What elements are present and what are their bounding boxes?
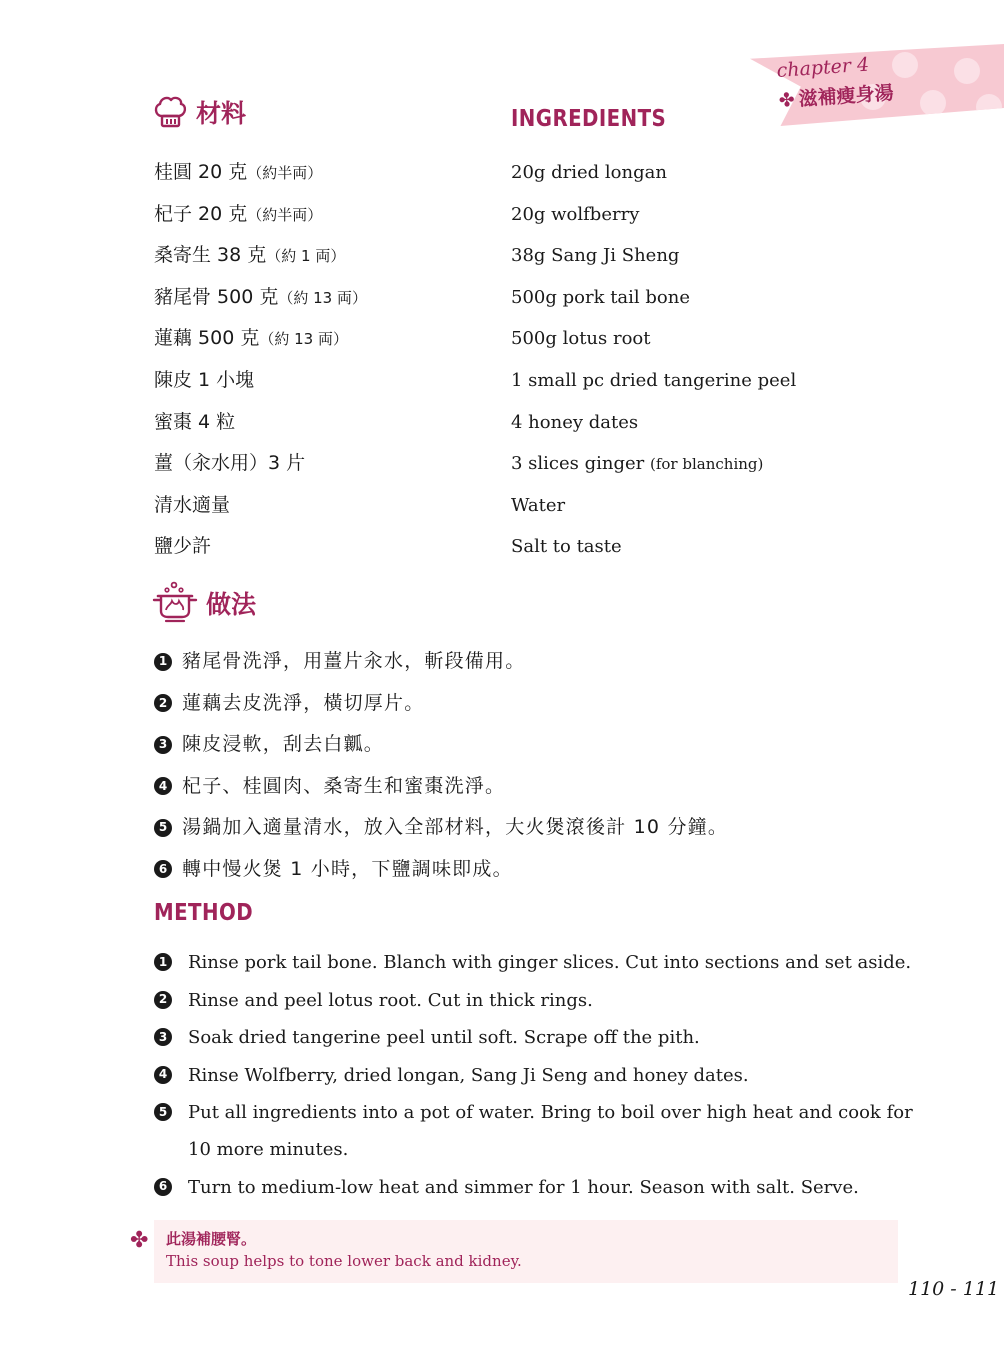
method-heading-zh [152,580,256,626]
step-text: 陳皮浸軟，刮去白瓤。 [182,733,385,755]
step-text: Soak dried tangerine peel until soft. Scrape off the pith. [188,1027,700,1048]
step-text: Rinse Wolfberry, dried longan, Sang Ji Seng and honey dates. [188,1064,749,1086]
ingredient-name: 蓮藕 500 克 [154,327,260,350]
step-number-icon: 2 [154,694,172,712]
list-item [511,194,796,236]
step-item [154,1019,914,1056]
list-item [154,360,367,402]
ingredient-name: 清水適量 [154,493,231,516]
ingredient-name: Water [511,494,566,516]
list-item [154,194,367,236]
step-item [154,1057,914,1094]
list-item [511,485,796,527]
clover-icon: ✤ [130,1228,149,1253]
list-item [154,526,367,568]
list-item [511,526,796,568]
step-item [154,1094,914,1168]
list-item [511,318,796,360]
ingredient-name: 陳皮 1 小塊 [154,368,255,391]
list-item [154,152,367,194]
ingredient-note: （約半両） [247,205,323,224]
cooking-pot-icon [152,580,198,626]
step-number-icon: 3 [154,736,172,754]
step-item [154,982,914,1019]
ingredient-name: 杞子 20 克 [154,202,248,225]
step-item [154,641,728,683]
ingredients-heading-zh [152,94,246,130]
method-steps-zh [154,641,728,890]
step-text: Put all ingredients into a pot of water. Bring to boil over high heat and cook for 10 more minutes. [188,1102,913,1160]
step-text: 轉中慢火煲 1 小時，下鹽調味即成。 [182,857,513,880]
step-number-icon: 5 [154,819,172,837]
ingredient-name: 薑（汆水用）3 片 [154,452,306,475]
ingredient-name: 豬尾骨 500 克 [154,285,279,308]
chapter-title-text: 滋補瘦身湯 [797,81,895,111]
list-item [511,360,796,402]
step-number-icon: 1 [154,953,172,971]
step-text: 豬尾骨洗淨，用薑片汆水，斬段備用。 [182,650,526,672]
method-heading-zh-text: 做法 [206,590,257,619]
list-item [511,443,796,485]
method-heading-en: METHOD [154,900,254,926]
list-item [154,402,367,444]
step-text: 杞子、桂圓肉、桑寄生和蜜棗洗淨。 [182,774,506,797]
chapter-label: chapter 4 [776,53,870,82]
ingredient-note: （約 13 両） [259,330,348,349]
step-number-icon: 6 [154,1178,172,1196]
tip-text-zh: 此湯補腰腎。 [166,1230,257,1248]
ingredient-name: 1 small pc dried tangerine peel [511,369,797,391]
step-text: 湯鍋加入適量清水，放入全部材料，大火煲滾後計 10 分鐘。 [182,816,729,838]
list-item [154,235,367,277]
ingredient-name: 4 honey dates [511,411,639,433]
list-item [511,277,796,319]
ingredient-name: 蜜棗 4 粒 [154,410,236,433]
ingredient-name: 20g wolfberry [511,203,640,225]
chef-hat-icon [152,94,188,130]
step-item [154,724,728,766]
step-item [154,683,728,725]
step-number-icon: 2 [154,991,172,1009]
list-item [511,152,796,194]
ingredient-name: 桑寄生 38 克 [154,244,267,267]
ingredients-heading-zh-text: 材料 [196,99,247,128]
step-text: Turn to medium-low heat and simmer for 1 hour. Season with salt. Serve. [188,1176,859,1198]
step-item [154,849,728,891]
ingredient-name: 20g dried longan [511,162,667,183]
ingredient-name: 鹽少許 [154,535,212,558]
step-number-icon: 1 [154,653,172,671]
ingredient-name: 38g Sang Ji Sheng [511,245,680,267]
step-text: Rinse pork tail bone. Blanch with ginger slices. Cut into sections and set aside. [188,952,912,973]
list-item [154,277,367,319]
list-item [154,443,367,485]
ingredient-note: （約半両） [247,164,323,182]
ingredient-name: 500g pork tail bone [511,286,690,308]
step-text: Rinse and peel lotus root. Cut in thick rings. [188,989,593,1011]
list-item [154,485,367,527]
step-number-icon: 4 [154,1066,172,1084]
ingredient-name: 3 slices ginger [511,453,650,475]
list-item [511,402,796,444]
step-item [154,766,728,808]
step-text: 蓮藕去皮洗淨，橫切厚片。 [182,691,425,714]
step-number-icon: 3 [154,1028,172,1046]
ingredient-note: (for blanching) [650,455,764,474]
method-steps-en [154,944,914,1206]
ingredient-name: Salt to taste [511,536,622,558]
page-number: 110 - 111 [908,1278,1000,1300]
ingredient-name: 500g lotus root [511,328,651,350]
list-item [511,235,796,277]
tip-text-en: This soup helps to tone lower back and kidney. [166,1252,522,1270]
step-number-icon: 4 [154,777,172,795]
ingredient-name: 桂圓 20 克 [154,161,248,183]
step-item [154,1169,914,1206]
step-item [154,807,728,849]
chapter-label-group [776,52,894,113]
ingredients-heading-en: INGREDIENTS [511,106,667,132]
ingredient-note: （約 1 両） [266,247,346,266]
ingredients-list-zh [154,152,367,568]
step-item [154,944,914,981]
clover-icon: ✤ [778,88,796,112]
step-number-icon: 5 [154,1103,172,1121]
step-number-icon: 6 [154,860,172,878]
ingredients-list-en [511,152,796,568]
ingredient-note: （約 13 両） [278,288,367,307]
list-item [154,318,367,360]
